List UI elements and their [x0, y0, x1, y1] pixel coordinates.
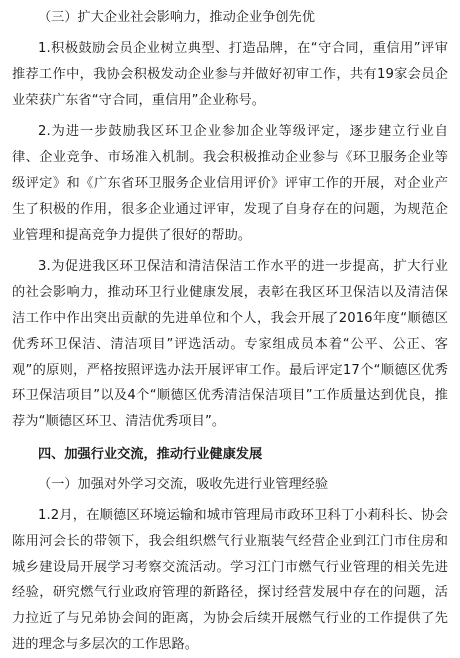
- section-4-heading: 四、加强行业交流，推动行业健康发展: [38, 446, 263, 462]
- section-3-paragraph-1: 1.积极鼓励会员企业树立典型、打造品牌，在“守合同，重信用”评审推荐工作中，我协会积极发动企业参与并做好初审工作，共有19家会员企业荣获广东省“守合同，重信用”企业称号。: [12, 41, 448, 108]
- section-3-paragraph-3: 3.为促进我区环卫保洁和清洁保洁工作水平的进一步提高，扩大行业的社会影响力，推动环卫行业健康发展，表彰在我区环卫保洁以及清洁保洁工作中作出突出贡献的先进单位和个人，我会开展了2016年度“顺德区优秀环卫保洁、清洁项目”评选活动。专家组成员本着“公平、公正、客观”的原则，严格按照评选办法开展评审工作。最后评定17个“顺德区优秀环卫保洁项目”以及4个“顺德区优秀清洁保洁项目”工作质量达到优良，推荐为“顺德区环卫、清洁优秀项目”。: [12, 259, 448, 430]
- section-4-sub-heading: （一）加强对外学习交流，吸收先进行业管理经验: [38, 476, 329, 492]
- section-3-heading: （三）扩大企业社会影响力，推动企业争创先优: [38, 10, 315, 25]
- section-3-paragraph-2: 2.为进一步鼓励我区环卫企业参加企业等级评定，逐步建立行业自律、企业竞争、市场准入机制。我会积极推动企业参与《环卫服务企业等级评定》和《广东省环卫服务企业信用评价》评审工作的开展，对企业产生了积极的作用，很多企业通过评审，发现了自身存在的问题，为规范企业管理和提高竞争力提供了很好的帮助。: [12, 124, 448, 243]
- spacer: [12, 435, 448, 443]
- section-4-paragraph-1: 1.2月，在顺德区环境运输和城市管理局市政环卫科丁小莉科长、协会陈用河会长的带领下，我会组织燃气行业瓶装气经营企业到江门市住房和城乡建设局开展学习考察交流活动。学习江门市燃气行业管理的相关先进经验，研究燃气行业政府管理的新路径，探讨经营发展中存在的问题，活力拉近了与兄弟协会间的距离，为协会后续开展燃气行业的工作提供了先进的理念与多层次的工作思路。: [12, 507, 448, 652]
